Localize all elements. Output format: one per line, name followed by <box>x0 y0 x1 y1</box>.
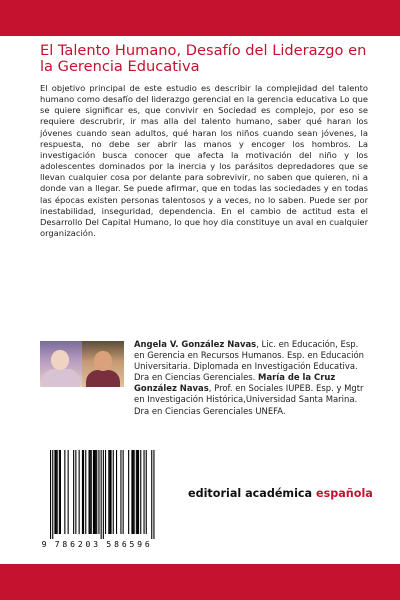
barcode-bar <box>138 450 139 534</box>
barcode-bar <box>50 450 51 539</box>
isbn-digit: 2 <box>77 540 83 549</box>
barcode-bar <box>59 450 60 534</box>
barcode-bar <box>140 450 141 534</box>
barcode-bar <box>94 450 95 534</box>
barcode-bar <box>54 450 55 534</box>
author-2-bio: , Prof. en Sociales IUPEB. Esp. y Mgtr en Investigación Histórica,Universidad Santa Marina. Dra en Ciencias Gerenciales UNEFA. <box>134 383 364 416</box>
barcode-bar <box>91 450 92 534</box>
barcode-bar <box>105 450 106 534</box>
author-1-bio: , Lic. en Educación, Esp. en Gerencia en Recursos Humanos. Esp. en Educación Universitaria. Diplomada en Investigación Educativa. Dra en Ciencias Gerenciales. <box>134 339 364 383</box>
barcode-bar <box>111 450 112 534</box>
isbn-digit: 5 <box>129 540 135 549</box>
barcode-bar <box>83 450 84 534</box>
barcode-bar <box>82 450 83 534</box>
author-photos <box>40 341 124 387</box>
barcode-bar <box>89 450 90 534</box>
barcode-bar <box>153 450 154 539</box>
book-title: El Talento Humano, Desafío del Liderazgo en la Gerencia Educativa <box>40 42 367 75</box>
barcode-bar <box>137 450 138 534</box>
barcode-bar <box>116 450 117 534</box>
isbn-digit: 0 <box>85 540 91 549</box>
barcode-bar <box>120 450 121 534</box>
barcode-bar <box>144 450 145 534</box>
isbn-digit: 5 <box>106 540 112 549</box>
isbn-digit: 8 <box>114 540 119 549</box>
barcode-bar <box>75 450 76 534</box>
isbn-digit: 3 <box>93 540 99 549</box>
barcode-bar <box>108 450 109 534</box>
isbn-digit: 7 <box>54 540 60 549</box>
author-2-name: María de la Cruz González Navas <box>134 372 336 394</box>
book-abstract: El objetivo principal de este estudio es describir la complejidad del talento humano como desafío del liderazgo gerencial en la gerencia educativa Lo que se quiere significar es, que convivir en Sociedad es complejo, por eso se requiere descrubrir, ir mas alla del talento humano, saber qué haran los jóvenes cuando sean adultos, qué haran los niños cuando sean jóvenes, la respuesta, no debe ser abrir las manos y encoger los hombros. La investigación busca conocer que afecta la motivación del niño y los adolescentes dominados por la inercia y los parásitos depredadores que se llevan cualquier cosa por delante para sobrevivir, no saben que quieren, ni a donde van a llegar. Se puede afirmar, que en todas las sociedades y en todas las épocas existen personas talentosos y a veces, no lo saben. Puede ser por inestabilidad, inseguridad, dependencia. En el cambio de actitud esta el Desarrollo Del Capital Humano, lo que hoy dia constituye un aval en cualquier organización. <box>40 83 368 239</box>
barcode-bar <box>146 450 147 534</box>
barcode-bar <box>85 450 86 534</box>
barcode-bar <box>113 450 114 534</box>
barcode-bar <box>128 450 129 534</box>
isbn-digit: 6 <box>121 540 127 549</box>
barcode-bar <box>109 450 110 534</box>
barcode-bar <box>90 450 91 534</box>
barcode-bar <box>60 450 61 534</box>
barcode-bar <box>101 450 102 539</box>
barcode-bar <box>68 450 69 534</box>
barcode-bar <box>57 450 58 534</box>
barcode-bar <box>151 450 152 539</box>
publisher-name-main: editorial académica <box>188 487 316 500</box>
barcode-bar <box>64 450 65 534</box>
publisher-name <box>188 487 373 500</box>
barcode-bar <box>95 450 96 534</box>
barcode-bar <box>52 450 53 539</box>
author-photo-1 <box>40 341 82 387</box>
barcode-bar <box>133 450 134 534</box>
barcode-bar <box>123 450 124 534</box>
author-bio <box>134 339 370 417</box>
barcode-bar <box>131 450 132 534</box>
isbn-digit: 9 <box>41 540 47 549</box>
isbn-digit: 6 <box>70 540 75 549</box>
barcode-bar <box>136 450 137 534</box>
isbn-digit: 9 <box>137 540 143 549</box>
author-1-name: Angela V. González Navas <box>134 339 257 349</box>
publisher-name-accent: española <box>316 487 373 500</box>
isbn-digit: 8 <box>62 540 68 549</box>
barcode-bar <box>73 450 74 534</box>
bottom-color-band <box>0 564 400 600</box>
barcode-graphic <box>40 448 168 551</box>
barcode-bar <box>103 450 104 539</box>
isbn-digit: 6 <box>144 540 150 549</box>
barcode-bar <box>96 450 97 534</box>
barcode-bar <box>134 450 135 534</box>
isbn-barcode <box>40 448 168 551</box>
top-color-band <box>0 0 400 36</box>
barcode-bar <box>93 450 94 534</box>
barcode-bar <box>79 450 80 534</box>
barcode-bar <box>98 450 99 534</box>
barcode-bar <box>56 450 57 534</box>
author-photo-2 <box>82 341 124 387</box>
